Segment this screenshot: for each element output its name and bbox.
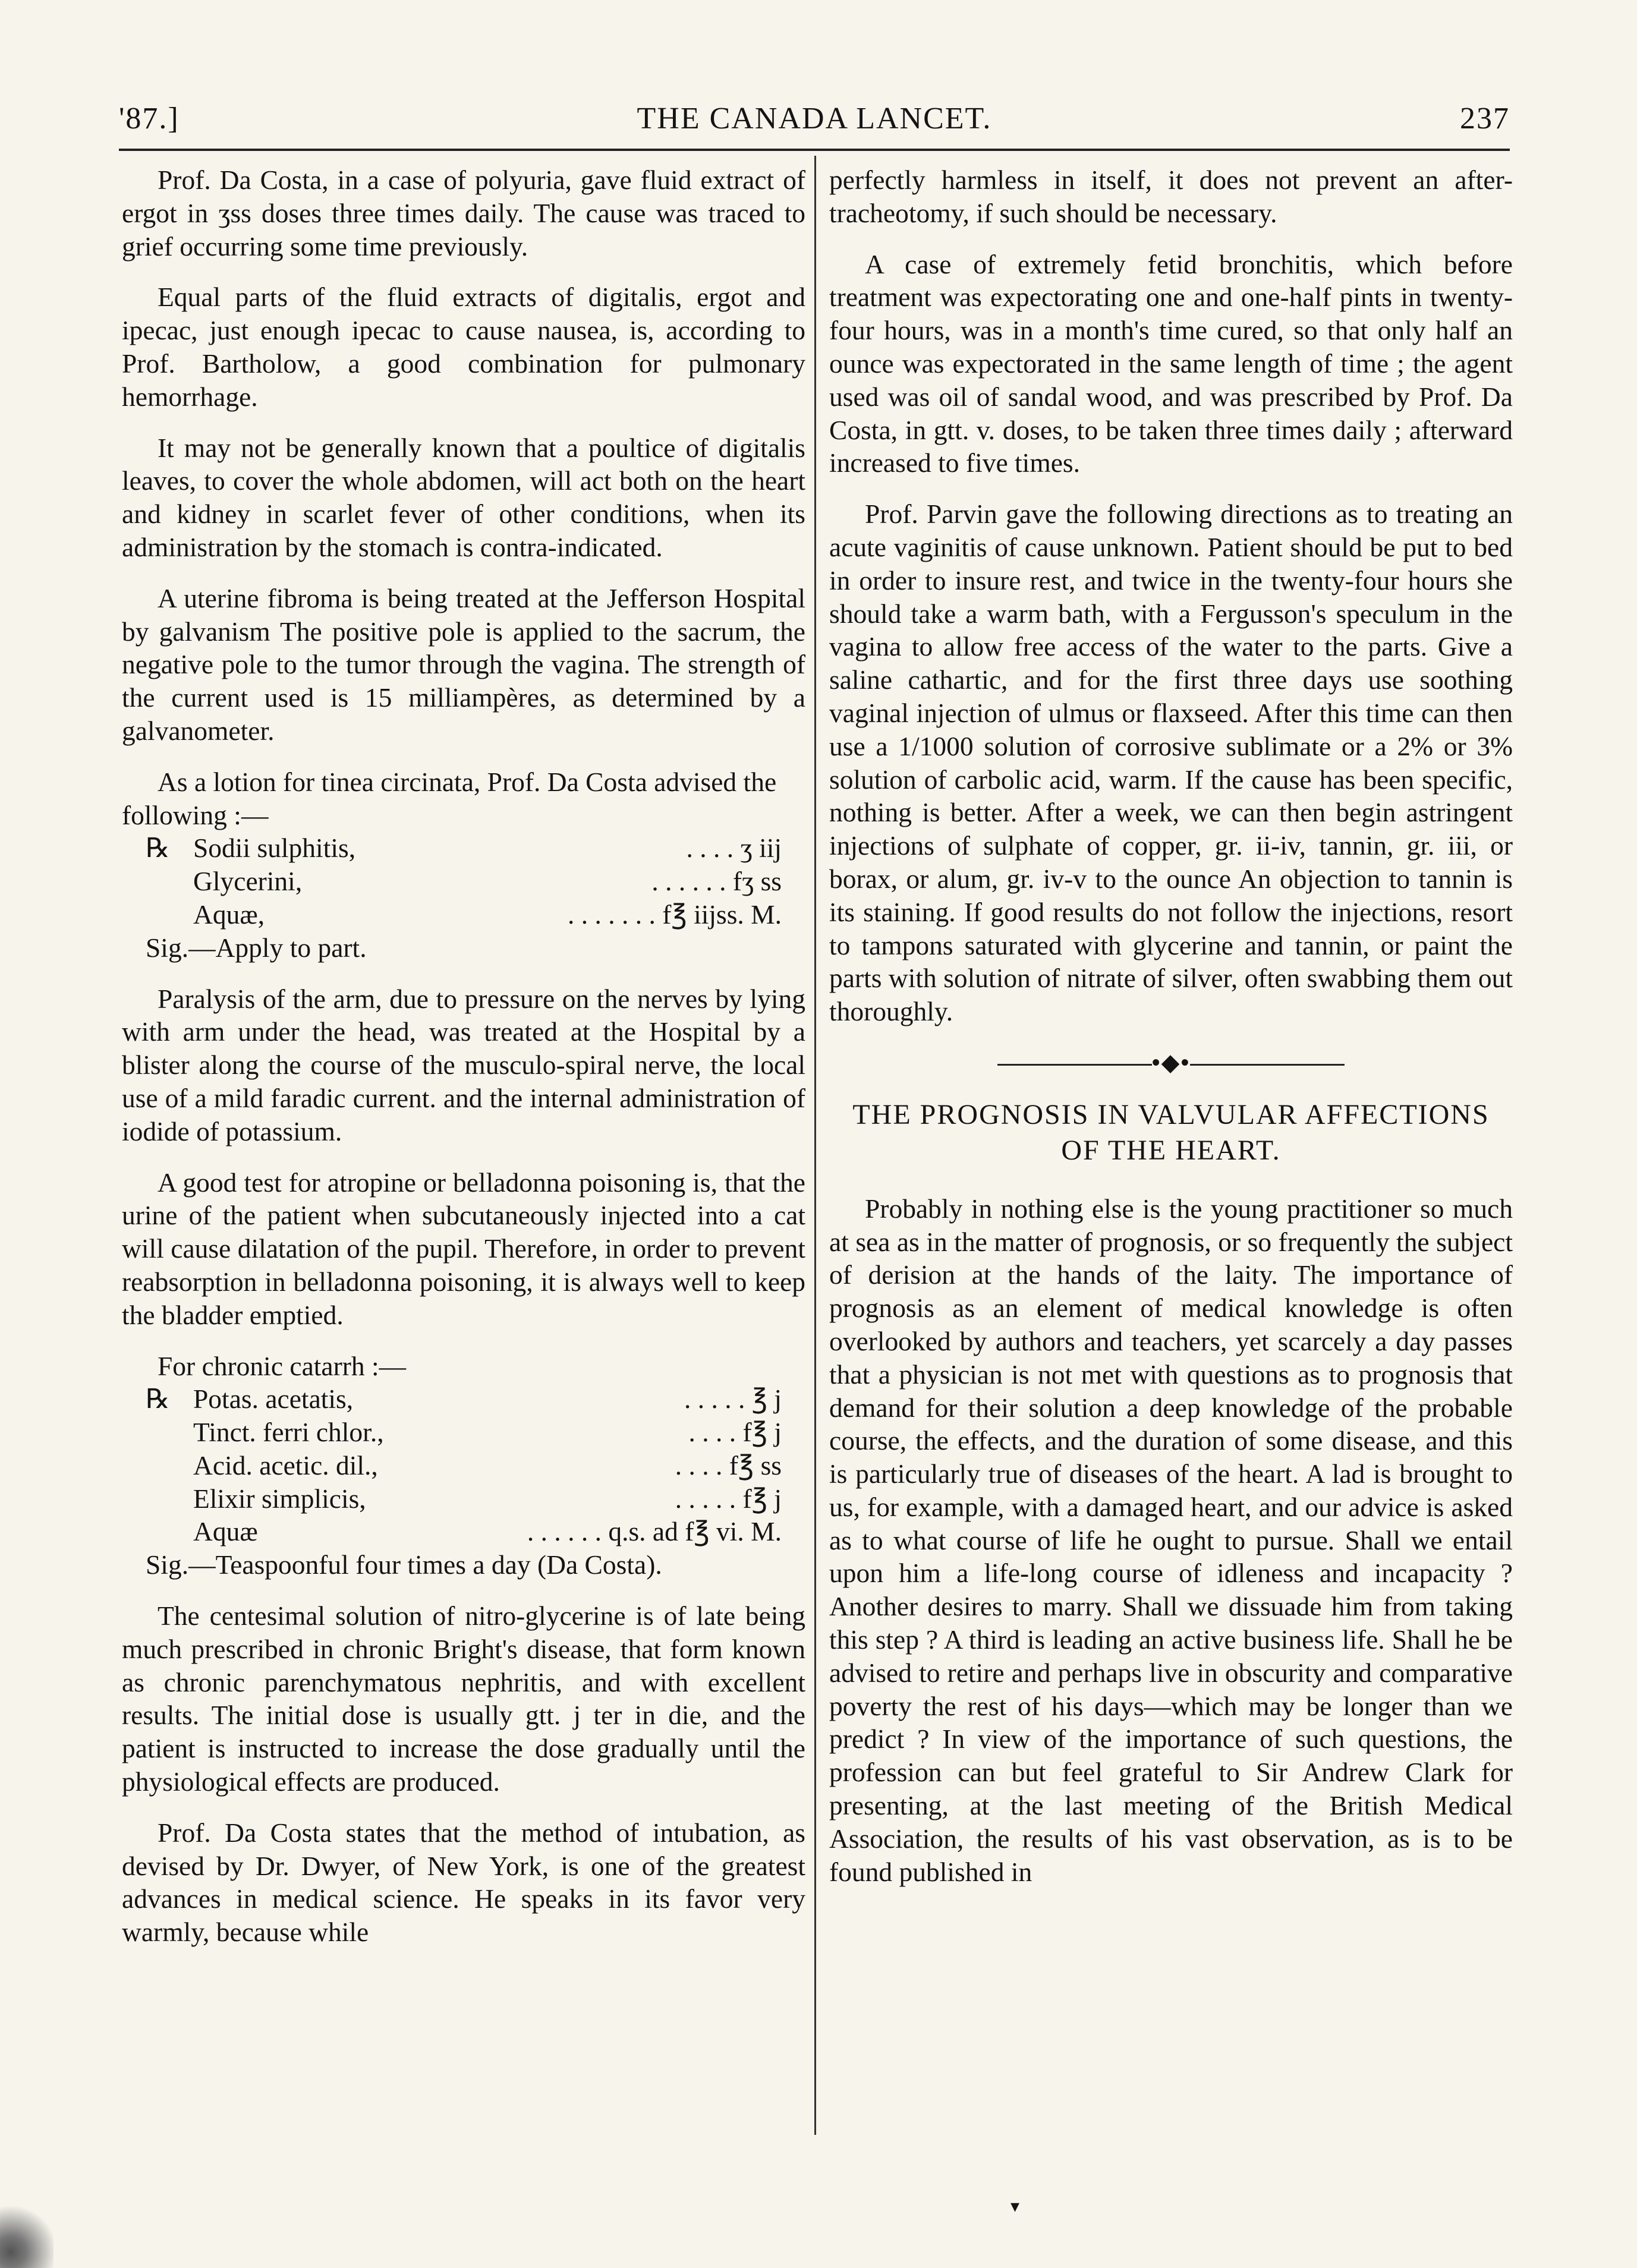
prescription-catarrh xyxy=(122,1350,805,1582)
prescription-line xyxy=(122,1449,805,1482)
running-header xyxy=(119,95,1510,151)
dose: . . . . . ℥ j xyxy=(684,1384,782,1415)
dose: . . . . . . q.s. ad f℥ vi. M. xyxy=(527,1516,782,1547)
paragraph-intubation: Prof. Da Costa states that the method of intubation, as devised by Dr. Dwyer, of New York, is one of the greatest advances in medical science. He speaks in its favor very warmly, because while xyxy=(122,1817,805,1948)
prescription-line xyxy=(122,898,805,931)
right-column xyxy=(829,163,1513,2125)
prescription-sig: Sig.—Apply to part. xyxy=(146,932,367,963)
paragraph-uterine-fibroma: A uterine fibroma is being treated at the Jefferson Hospital by galvanism The positive pole is applied to the sacrum, the negative pole to the tumor through the vagina. The strength of the current used is 15 milliampères, as determined by a galvanometer. xyxy=(122,582,805,746)
prescription-sig: Sig.—Teaspoonful four times a day (Da Costa). xyxy=(146,1549,662,1580)
ornament-glyph: •◆• xyxy=(1151,1048,1191,1076)
prescription-line xyxy=(122,865,805,898)
dose: . . . . . f℥ j xyxy=(675,1483,782,1514)
prescription-line xyxy=(122,1515,805,1548)
paragraph-bronchitis: A case of extremely fetid bronchitis, which before treatment was expectorating one and one-half pints in twenty-four hours, was in a month's time cured, so that only half an ounce was expectorated in the same length of time ; the agent used was oil of sandal wood, and was prescribed by Prof. Da Costa, in gtt. v. doses, to be taken three times daily ; afterward increased to five times. xyxy=(829,248,1513,478)
header-year: '87.] xyxy=(119,102,180,136)
ingredient: Sodii sulphitis, xyxy=(193,833,356,864)
left-column xyxy=(122,163,805,2125)
paragraph-nitroglycerine: The centesimal solution of nitro-glycerine is of late being much prescribed in chronic Bright's disease, that form known as chronic parenchymatous nephritis, and with excellent results. The initial dose is usually gtt. j ter in die, and the patient is instructed to increase the dose gradually until the physiological effects are produced. xyxy=(122,1601,805,1797)
paragraph-polyuria: Prof. Da Costa, in a case of polyuria, gave fluid extract of ergot in ʒss doses three times daily. The cause was traced to grief occurring some time previously. xyxy=(122,165,805,262)
paragraph-tracheotomy: perfectly harmless in itself, it does not prevent an after-tracheotomy, if such should be necessary. xyxy=(829,165,1513,228)
paragraph-digitalis-poultice: It may not be generally known that a poultice of digitalis leaves, to cover the whole abdomen, will act both on the heart and kidney in scarlet fever of other conditions, when its administration by the stomach is contra-indicated. xyxy=(122,432,805,562)
prescription-line xyxy=(122,1416,805,1449)
recipe-symbol: ℞ xyxy=(146,833,170,864)
ingredient: Aquæ, xyxy=(193,899,265,930)
dose: . . . . . . fʒ ss xyxy=(651,866,782,897)
page-number: 237 xyxy=(1460,102,1510,136)
dose: . . . . . . . f℥ iijss. M. xyxy=(568,899,782,930)
dose: . . . . ʒ iij xyxy=(686,833,782,864)
paragraph-paralysis: Paralysis of the arm, due to pressure on the nerves by lying with arm under the head, was treated at the Hospital by a blister along the course of the musculo-spiral nerve, the local use of a mild faradic current. and the internal administration of iodide of potassium. xyxy=(122,983,805,1146)
ingredient: Tinct. ferri chlor., xyxy=(193,1417,384,1448)
paragraph-prognosis: Probably in nothing else is the young practitioner so much at sea as in the matter of prognosis, or so frequently the subject of derision at the hands of the laity. The importance of prognosis as an element of medical knowledge is often overlooked by authors and teachers, yet scarcely a day passes that a physician is not met with questions as to prognosis that demand for their solution a deep knowledge of the probable course, the effects, and the duration of some disease, and this is particularly true of diseases of the heart. A lad is brought to us, for example, with a damaged heart, and our advice is asked as to what course of life he ought to pursue. Shall we entail upon him a life-long course of idleness and incapacity ? Another desires to marry. Shall we dissuade him from taking this step ? A third is leading an active business life. Shall he be advised to retire and perhaps live in obscurity and comparative poverty the rest of his days—which may be longer than we predict ? In view of the importance of such questions, the profession can but feel grateful to Sir Andrew Clark for presenting, at the last meeting of the British Medical Association, the results of his vast observation, as is to be found published in xyxy=(829,1193,1513,1887)
prescription-intro: For chronic catarrh :— xyxy=(158,1350,407,1381)
paragraph-vaginitis: Prof. Parvin gave the following directions as to treating an acute vaginitis of cause unknown. Patient should be put to bed in order to insure rest, and twice in the twenty-four hours she should take a warm bath, with a Fergusson's speculum in the vagina to allow free access of the water to the parts. Give a saline cathartic, and for the first three days use soothing vaginal injection of ulmus or flaxseed. After this time can then use a 1/1000 solution of corrosive sublimate or a 2% or 3% solution of carbolic acid, warm. If the cause has been specific, nothing is better. After a week, we can then begin astringent injections of sulphate of copper, gr. ii-iv, tannin, gr. iii, or borax, or alum, gr. iv-v to the ounce An objection to tannin is its staining. If good results do not follow the injections, resort to tampons saturated with glycerine and tannin, or paint the parts with solution of nitrate of silver, often swabbing them out thoroughly. xyxy=(829,499,1513,1027)
prescription-tinea xyxy=(122,766,805,965)
article-heading: THE PROGNOSIS IN VALVULAR AFFECTIONS OF THE HEART. xyxy=(852,1098,1490,1166)
column-divider xyxy=(814,156,816,2135)
ingredient: Aquæ xyxy=(193,1516,258,1547)
dose: . . . . f℥ ss xyxy=(675,1450,782,1480)
dose: . . . . f℥ j xyxy=(688,1417,782,1448)
ingredient: Glycerini, xyxy=(193,866,303,897)
section-ornament xyxy=(829,1046,1513,1079)
journal-title: THE CANADA LANCET. xyxy=(637,102,992,136)
paragraph-atropine: A good test for atropine or belladonna poisoning is, that the urine of the patient when subcutaneously injected into a cat will cause dilatation of the pupil. Therefore, in order to prevent reabsorption in belladonna poisoning, it is always well to keep the bladder emptied. xyxy=(122,1167,805,1330)
ingredient: Acid. acetic. dil., xyxy=(193,1450,378,1480)
paragraph-hemorrhage: Equal parts of the fluid extracts of digitalis, ergot and ipecac, just enough ipecac to cause nausea, is, according to Prof. Bartholow, a good combination for pulmonary hemorrhage. xyxy=(122,282,805,412)
prescription-line xyxy=(122,1382,805,1416)
ingredient: Potas. acetatis, xyxy=(193,1384,354,1415)
prescription-line xyxy=(122,1482,805,1516)
prescription-intro: As a lotion for tinea circinata, Prof. Da Costa advised the following :— xyxy=(122,766,777,830)
stray-mark: ▾ xyxy=(1010,2197,1020,2216)
scan-smudge xyxy=(0,2187,53,2268)
recipe-symbol: ℞ xyxy=(146,1384,170,1415)
ingredient: Elixir simplicis, xyxy=(193,1483,366,1514)
prescription-line xyxy=(122,831,805,865)
